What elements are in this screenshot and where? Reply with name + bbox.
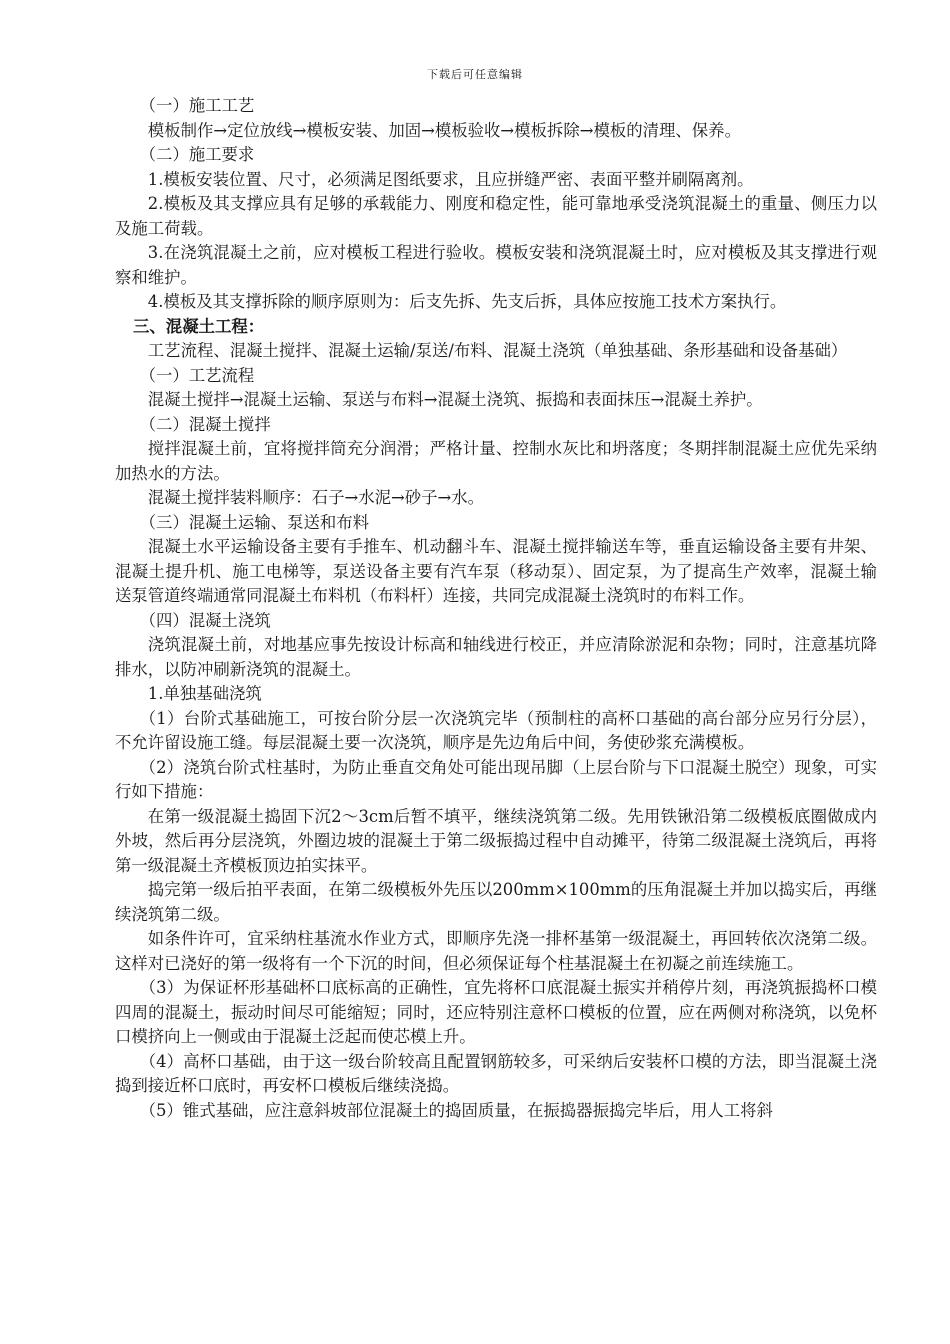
subsection-paragraph: （二）混凝土搅拌 xyxy=(139,414,271,434)
subsection-paragraph: （3）为保证杯形基础杯口底标高的正确性，宜先将杯口底混凝土振实并稍停片刻，再浇筑振捣杯口模四周的混凝土，振动时间尽可能缩短；同时，还应特别注意杯口模板的位置，应在两侧对称浇筑，以免杯口模挤向上一侧或由于混凝土泛起而使芯模上升。 xyxy=(115,978,877,1046)
body-paragraph: 混凝土搅拌→混凝土运输、泵送与布料→混凝土浇筑、振捣和表面抹压→混凝土养护。 xyxy=(147,390,763,409)
body-paragraph: 1.模板安装位置、尺寸，必须满足图纸要求，且应拼缝严密、表面平整并刷隔离剂。 xyxy=(147,169,754,189)
subsection-paragraph: （1）台阶式基础施工，可按台阶分层一次浇筑完毕（预制柱的高杯口基础的高台部分应另行分层），不允许留设施工缝。每层混凝土要一次浇筑，顺序是先边角后中间，务使砂浆充满模板。 xyxy=(115,708,877,752)
body-paragraph: 2.模板及其支撑应具有足够的承载能力、刚度和稳定性，能可靠地承受浇筑混凝土的重量、侧压力以及施工荷载。 xyxy=(115,194,877,238)
body-paragraph: 如条件许可，宜采纳柱基流水作业方式，即顺序先浇一排杯基第一级混凝土，再回转依次浇第二级。这样对已浇好的第一级将有一个下沉的时间，但必须保证每个柱基混凝土在初凝之前连续施工。 xyxy=(115,929,877,973)
body-paragraph: 工艺流程、混凝土搅拌、混凝土运输/泵送/布料、混凝土浇筑（单独基础、条形基础和设备基础） xyxy=(147,341,848,360)
body-paragraph: 混凝土水平运输设备主要有手推车、机动翻斗车、混凝土搅拌输送车等，垂直运输设备主要有井架、混凝土提升机、施工电梯等，泵送设备主要有汽车泵（移动泵）、固定泵，为了提高生产效率，混凝土输送泵管道终端通常同混凝土布料机（布料杆）连接，共同完成混凝土浇筑时的布料工作。 xyxy=(115,537,877,605)
subsection-paragraph: （2）浇筑台阶式柱基时，为防止垂直交角处可能出现吊脚（上层台阶与下口混凝土脱空）现象，可实行如下措施： xyxy=(115,757,877,801)
body-paragraph: 搅拌混凝土前，宜将搅拌筒充分润滑；严格计量、控制水灰比和坍落度；冬期拌制混凝土应优先采纳加热水的方法。 xyxy=(115,439,877,483)
subsection-paragraph: （二）施工要求 xyxy=(139,145,255,164)
body-paragraph: 模板制作→定位放线→模板安装、加固→模板验收→模板拆除→模板的清理、保养。 xyxy=(147,120,741,140)
body-paragraph: 1.单独基础浇筑 xyxy=(147,684,262,703)
body-paragraph: 浇筑混凝土前，对地基应事先按设计标高和轴线进行校正，并应清除淤泥和杂物；同时，注意基坑降排水，以防冲刷新浇筑的混凝土。 xyxy=(115,635,877,679)
subsection-paragraph: （三）混凝土运输、泵送和布料 xyxy=(139,512,370,532)
body-paragraph: 4.模板及其支撑拆除的顺序原则为：后支先拆、先支后拆，具体应按施工技术方案执行。 xyxy=(147,292,787,311)
body-paragraph: 混凝土搅拌装料顺序：石子→水泥→砂子→水。 xyxy=(147,488,485,507)
subsection-paragraph: （4）高杯口基础，由于这一级台阶较高且配置钢筋较多，可采纳后安装杯口模的方法，即当混凝土浇捣到接近杯口底时，再安杯口模板后继续浇捣。 xyxy=(115,1051,877,1095)
subsection-paragraph: （5）锥式基础，应注意斜坡部位混凝土的捣固质量，在振捣器振捣完毕后，用人工将斜 xyxy=(139,1100,773,1120)
body-paragraph: 3.在浇筑混凝土之前，应对模板工程进行验收。模板安装和浇筑混凝土时，应对模板及其支撑进行观察和维护。 xyxy=(115,243,877,287)
page-header: 下载后可任意编辑 xyxy=(427,68,523,81)
document-body xyxy=(115,94,877,1123)
subsection-paragraph: （四）混凝土浇筑 xyxy=(139,610,271,630)
body-paragraph: 在第一级混凝土捣固下沉2～3cm后暂不填平，继续浇筑第二级。先用铁锹沿第二级模板底圈做成内外坡，然后再分层浇筑，外圈边坡的混凝土于第二级振捣过程中自动摊平，待第二级混凝土浇筑后，再将第一级混凝土齐模板顶边拍实抹平。 xyxy=(115,806,877,875)
subsection-paragraph: （一）工艺流程 xyxy=(139,365,255,385)
section-heading: 三、混凝土工程： xyxy=(133,316,265,336)
subsection-paragraph: （一）施工工艺 xyxy=(139,96,255,115)
body-paragraph: 捣完第一级后拍平表面，在第二级模板外先压以200mm×100mm的压角混凝土并加以捣实后，再继续浇筑第二级。 xyxy=(115,880,877,924)
